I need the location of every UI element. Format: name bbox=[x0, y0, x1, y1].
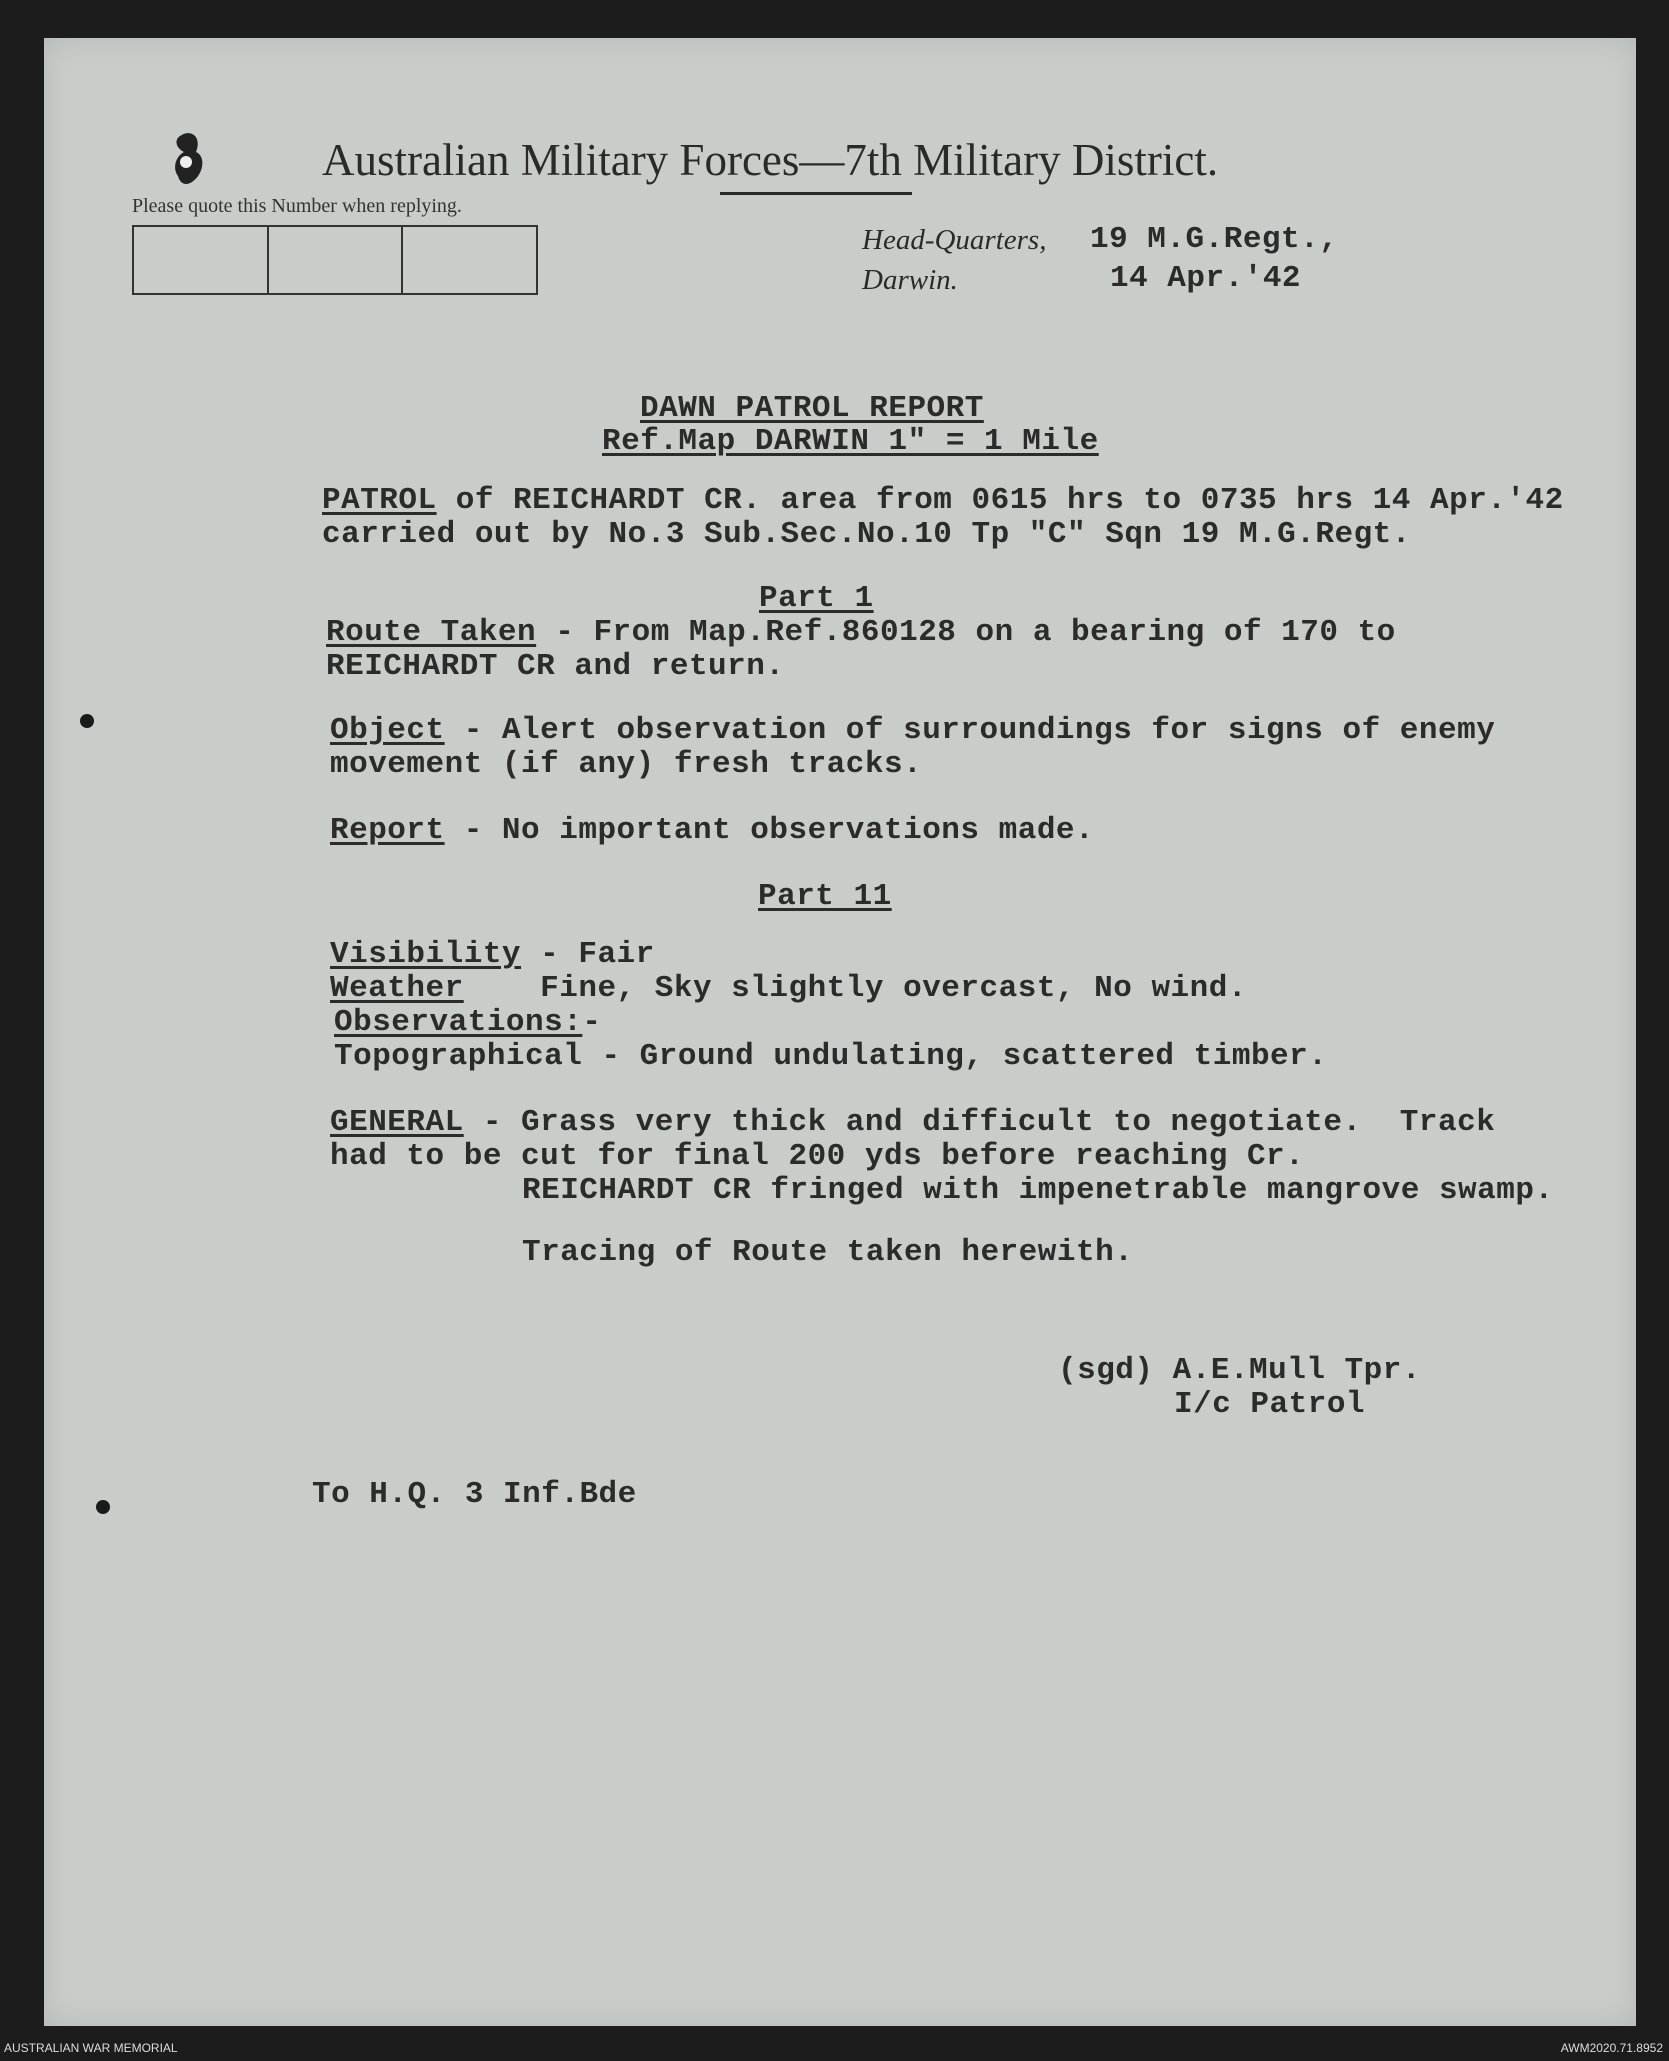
hq-label: Head-Quarters, bbox=[862, 224, 1047, 256]
reference-number-boxes bbox=[132, 225, 538, 295]
hq-unit: 19 M.G.Regt., bbox=[1090, 222, 1339, 257]
general-line-3: REICHARDT CR fringed with impenetrable mangrove swamp. bbox=[522, 1173, 1554, 1208]
letterhead-title: Australian Military Forces—7th Military District. bbox=[322, 135, 1219, 185]
route-line-1: Route Taken - From Map.Ref.860128 on a bearing of 170 to bbox=[326, 615, 1396, 650]
report-line: Report - No important observations made. bbox=[330, 813, 1095, 848]
patrol-line-2: carried out by No.3 Sub.Sec.No.10 Tp "C" Sqn 19 M.G.Regt. bbox=[322, 517, 1411, 552]
footer-left-credit: AUSTRALIAN WAR MEMORIAL bbox=[4, 2041, 178, 2055]
signature-line-2: I/c Patrol bbox=[1174, 1387, 1366, 1422]
patrol-line-1: PATROL of REICHARDT CR. area from 0615 hrs to 0735 hrs 14 Apr.'42 bbox=[322, 483, 1564, 518]
observations-line: Observations:- bbox=[334, 1005, 602, 1040]
route-line-2: REICHARDT CR and return. bbox=[326, 649, 785, 684]
report-date: 14 Apr.'42 bbox=[1110, 261, 1302, 296]
letterhead-rule bbox=[720, 192, 912, 195]
reference-box bbox=[269, 227, 404, 293]
quote-number-note: Please quote this Number when replying. bbox=[132, 195, 462, 217]
visibility-line: Visibility - Fair bbox=[330, 937, 655, 972]
map-reference: Ref.Map DARWIN 1" = 1 Mile bbox=[602, 424, 1099, 459]
general-line-1: GENERAL - Grass very thick and difficult to negotiate. Track bbox=[330, 1105, 1496, 1140]
report-title: DAWN PATROL REPORT bbox=[640, 391, 984, 426]
footer-right-id: AWM2020.71.8952 bbox=[1560, 2041, 1663, 2055]
signature-line-1: (sgd) A.E.Mull Tpr. bbox=[1058, 1353, 1421, 1388]
object-line-2: movement (if any) fresh tracks. bbox=[330, 747, 923, 782]
location-label: Darwin. bbox=[862, 264, 958, 296]
weather-line: Weather Fine, Sky slightly overcast, No wind. bbox=[330, 971, 1247, 1006]
punch-hole bbox=[96, 1500, 110, 1514]
object-line-1: Object - Alert observation of surroundings for signs of enemy bbox=[330, 713, 1496, 748]
part2-heading: Part 11 bbox=[758, 879, 892, 914]
part1-heading: Part 1 bbox=[759, 581, 874, 616]
topographical-line: Topographical - Ground undulating, scattered timber. bbox=[334, 1039, 1328, 1074]
addressee-line: To H.Q. 3 Inf.Bde bbox=[312, 1477, 637, 1512]
general-line-2: had to be cut for final 200 yds before reaching Cr. bbox=[330, 1139, 1305, 1174]
document-page bbox=[44, 38, 1636, 2026]
reference-box bbox=[403, 227, 536, 293]
tracing-note: Tracing of Route taken herewith. bbox=[522, 1235, 1134, 1270]
punch-hole bbox=[80, 714, 94, 728]
crest-emblem bbox=[162, 126, 212, 196]
reference-box bbox=[134, 227, 269, 293]
